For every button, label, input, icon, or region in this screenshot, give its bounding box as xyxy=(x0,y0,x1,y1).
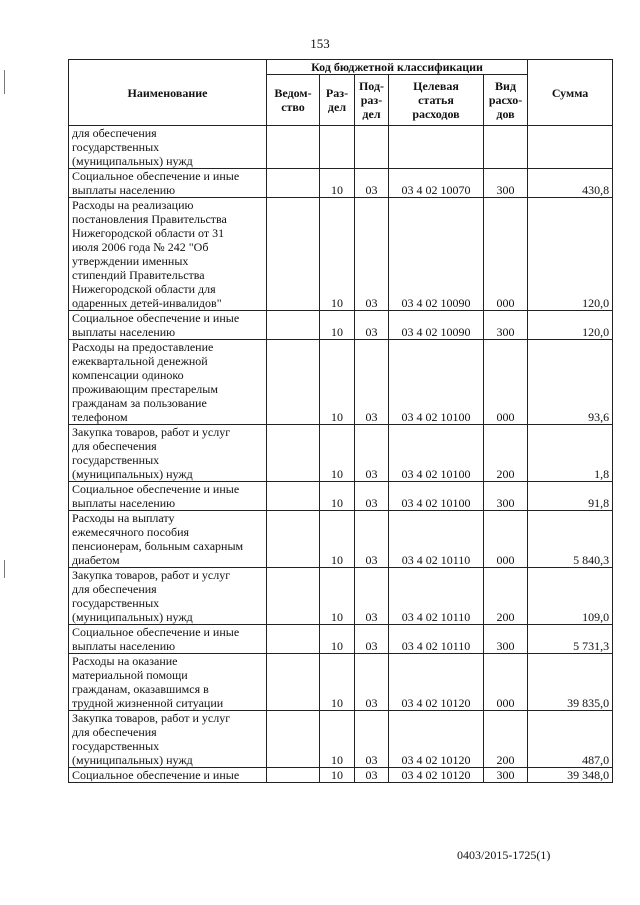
row-target-article: 03 4 02 10120 xyxy=(389,711,484,768)
row-name-line: Расходы на выплату xyxy=(72,511,175,525)
row-target-article: 03 4 02 10100 xyxy=(389,340,484,425)
row-name-line: Социальное обеспечение и иные xyxy=(72,482,240,496)
row-name-line: для обеспечения xyxy=(72,582,157,596)
table-row xyxy=(69,625,613,654)
row-name xyxy=(69,126,267,169)
row-name xyxy=(69,311,267,340)
table-row xyxy=(69,511,613,568)
row-amount: 5 840,3 xyxy=(528,511,613,568)
row-name-line: (муниципальных) нужд xyxy=(72,154,193,168)
row-name-line: Социальное обеспечение и иные xyxy=(72,768,240,782)
row-section: 10 xyxy=(320,768,355,783)
row-name-line: Расходы на реализацию xyxy=(72,198,194,212)
row-amount: 120,0 xyxy=(528,198,613,311)
row-department xyxy=(267,482,320,511)
row-name xyxy=(69,711,267,768)
table-row xyxy=(69,711,613,768)
row-target-article xyxy=(389,126,484,169)
row-department xyxy=(267,169,320,198)
row-name-line: Социальное обеспечение и иные xyxy=(72,625,240,639)
row-expense-type: 300 xyxy=(484,311,528,340)
row-section: 10 xyxy=(320,311,355,340)
row-department xyxy=(267,625,320,654)
row-name-line: выплаты населению xyxy=(72,496,176,510)
row-expense-type: 300 xyxy=(484,625,528,654)
row-department xyxy=(267,654,320,711)
row-section xyxy=(320,126,355,169)
row-expense-type: 000 xyxy=(484,198,528,311)
row-amount: 120,0 xyxy=(528,311,613,340)
header-name: Наименование xyxy=(69,60,267,126)
row-name-line: Нижегородской области от 31 xyxy=(72,226,225,240)
row-target-article: 03 4 02 10070 xyxy=(389,169,484,198)
row-expense-type: 000 xyxy=(484,511,528,568)
row-expense-type: 000 xyxy=(484,654,528,711)
table-body xyxy=(69,126,613,783)
row-amount: 109,0 xyxy=(528,568,613,625)
row-subsection: 03 xyxy=(355,768,389,783)
row-amount: 5 731,3 xyxy=(528,625,613,654)
row-name xyxy=(69,654,267,711)
row-section: 10 xyxy=(320,482,355,511)
row-subsection: 03 xyxy=(355,511,389,568)
row-name-line: выплаты населению xyxy=(72,639,176,653)
row-name-line: Социальное обеспечение и иные xyxy=(72,169,240,183)
row-expense-type: 300 xyxy=(484,169,528,198)
row-name-line: проживающим престарелым xyxy=(72,382,218,396)
row-target-article: 03 4 02 10100 xyxy=(389,482,484,511)
row-department xyxy=(267,425,320,482)
table-row xyxy=(69,568,613,625)
row-section: 10 xyxy=(320,169,355,198)
row-name-line: (муниципальных) нужд xyxy=(72,467,193,481)
table-row xyxy=(69,482,613,511)
header-target-article: Целевая статья расходов xyxy=(389,75,484,126)
row-name xyxy=(69,482,267,511)
row-subsection: 03 xyxy=(355,340,389,425)
row-subsection: 03 xyxy=(355,198,389,311)
row-amount xyxy=(528,126,613,169)
table-row xyxy=(69,654,613,711)
row-section: 10 xyxy=(320,198,355,311)
row-target-article: 03 4 02 10100 xyxy=(389,425,484,482)
row-expense-type: 200 xyxy=(484,711,528,768)
row-name xyxy=(69,568,267,625)
row-expense-type: 200 xyxy=(484,425,528,482)
budget-table xyxy=(68,59,613,783)
row-section: 10 xyxy=(320,425,355,482)
row-name-line: утверждении именных xyxy=(72,254,189,268)
row-target-article: 03 4 02 10120 xyxy=(389,654,484,711)
row-name xyxy=(69,198,267,311)
row-department xyxy=(267,311,320,340)
row-name-line: (муниципальных) нужд xyxy=(72,753,193,767)
row-name-line: ежеквартальной денежной xyxy=(72,354,208,368)
row-department xyxy=(267,568,320,625)
row-name-line: Закупка товаров, работ и услуг xyxy=(72,711,231,725)
table-row xyxy=(69,340,613,425)
scan-edge-mark xyxy=(4,560,5,578)
row-name-line: (муниципальных) нужд xyxy=(72,610,193,624)
row-amount: 1,8 xyxy=(528,425,613,482)
row-section: 10 xyxy=(320,625,355,654)
header-department: Ведом- ство xyxy=(267,75,320,126)
row-department xyxy=(267,711,320,768)
row-subsection: 03 xyxy=(355,311,389,340)
row-subsection: 03 xyxy=(355,711,389,768)
row-expense-type: 300 xyxy=(484,768,528,783)
row-name-line: Закупка товаров, работ и услуг xyxy=(72,425,231,439)
row-subsection: 03 xyxy=(355,625,389,654)
row-name-line: Закупка товаров, работ и услуг xyxy=(72,568,231,582)
row-name-line: выплаты населению xyxy=(72,183,176,197)
row-amount: 487,0 xyxy=(528,711,613,768)
row-name-line: Расходы на предоставление xyxy=(72,340,214,354)
row-amount: 39 835,0 xyxy=(528,654,613,711)
row-name-line: Нижегородской области для xyxy=(72,282,216,296)
row-target-article: 03 4 02 10110 xyxy=(389,625,484,654)
row-name xyxy=(69,768,267,783)
row-subsection: 03 xyxy=(355,482,389,511)
row-expense-type: 000 xyxy=(484,340,528,425)
row-name-line: государственных xyxy=(72,739,160,753)
row-expense-type xyxy=(484,126,528,169)
table-row xyxy=(69,126,613,169)
row-section: 10 xyxy=(320,654,355,711)
row-name-line: июля 2006 года № 242 "Об xyxy=(72,240,209,254)
header-classification-group: Код бюджетной классификации xyxy=(267,60,528,75)
row-name-line: диабетом xyxy=(72,553,120,567)
row-subsection: 03 xyxy=(355,425,389,482)
row-target-article: 03 4 02 10120 xyxy=(389,768,484,783)
row-amount: 93,6 xyxy=(528,340,613,425)
row-target-article: 03 4 02 10110 xyxy=(389,511,484,568)
row-name xyxy=(69,425,267,482)
row-department xyxy=(267,126,320,169)
row-name-line: Расходы на оказание xyxy=(72,654,178,668)
header-expense-type: Вид расхо- дов xyxy=(484,75,528,126)
row-department xyxy=(267,198,320,311)
row-name-line: Социальное обеспечение и иные xyxy=(72,311,240,325)
row-target-article: 03 4 02 10090 xyxy=(389,198,484,311)
row-name-line: для обеспечения xyxy=(72,725,157,739)
row-amount: 39 348,0 xyxy=(528,768,613,783)
scan-edge-mark xyxy=(4,70,5,94)
header-subsection: Под- раз- дел xyxy=(355,75,389,126)
row-section: 10 xyxy=(320,711,355,768)
row-name-line: государственных xyxy=(72,453,160,467)
row-name-line: телефоном xyxy=(72,410,128,424)
row-subsection: 03 xyxy=(355,169,389,198)
row-name xyxy=(69,511,267,568)
header-amount: Сумма xyxy=(528,60,613,126)
document-code: 0403/2015-1725(1) xyxy=(457,848,551,862)
row-amount: 430,8 xyxy=(528,169,613,198)
row-expense-type: 300 xyxy=(484,482,528,511)
row-department xyxy=(267,511,320,568)
row-subsection xyxy=(355,126,389,169)
table-row xyxy=(69,311,613,340)
row-name-line: для обеспечения xyxy=(72,439,157,453)
row-name xyxy=(69,340,267,425)
row-name-line: государственных xyxy=(72,140,160,154)
header-section: Раз- дел xyxy=(320,75,355,126)
row-name-line: материальной помощи xyxy=(72,668,188,682)
row-expense-type: 200 xyxy=(484,568,528,625)
row-amount: 91,8 xyxy=(528,482,613,511)
row-name-line: стипендий Правительства xyxy=(72,268,205,282)
row-section: 10 xyxy=(320,340,355,425)
row-name xyxy=(69,625,267,654)
row-name-line: гражданам за пользование xyxy=(72,396,207,410)
row-name-line: гражданам, оказавшимся в xyxy=(72,682,209,696)
row-name-line: для обеспечения xyxy=(72,126,157,140)
row-name-line: постановления Правительства xyxy=(72,212,227,226)
row-name xyxy=(69,169,267,198)
table-row xyxy=(69,425,613,482)
row-department xyxy=(267,768,320,783)
row-section: 10 xyxy=(320,511,355,568)
row-name-line: пенсионерам, больным сахарным xyxy=(72,539,244,553)
row-subsection: 03 xyxy=(355,654,389,711)
row-department xyxy=(267,340,320,425)
row-name-line: трудной жизненной ситуации xyxy=(72,696,224,710)
row-target-article: 03 4 02 10110 xyxy=(389,568,484,625)
page-number: 153 xyxy=(310,36,330,51)
row-name-line: одаренных детей-инвалидов" xyxy=(72,296,222,310)
table-row xyxy=(69,169,613,198)
row-name-line: ежемесячного пособия xyxy=(72,525,190,539)
row-name-line: государственных xyxy=(72,596,160,610)
row-name-line: выплаты населению xyxy=(72,325,176,339)
table-row xyxy=(69,198,613,311)
row-section: 10 xyxy=(320,568,355,625)
row-target-article: 03 4 02 10090 xyxy=(389,311,484,340)
row-subsection: 03 xyxy=(355,568,389,625)
table-row xyxy=(69,768,613,783)
row-name-line: компенсации одиноко xyxy=(72,368,184,382)
